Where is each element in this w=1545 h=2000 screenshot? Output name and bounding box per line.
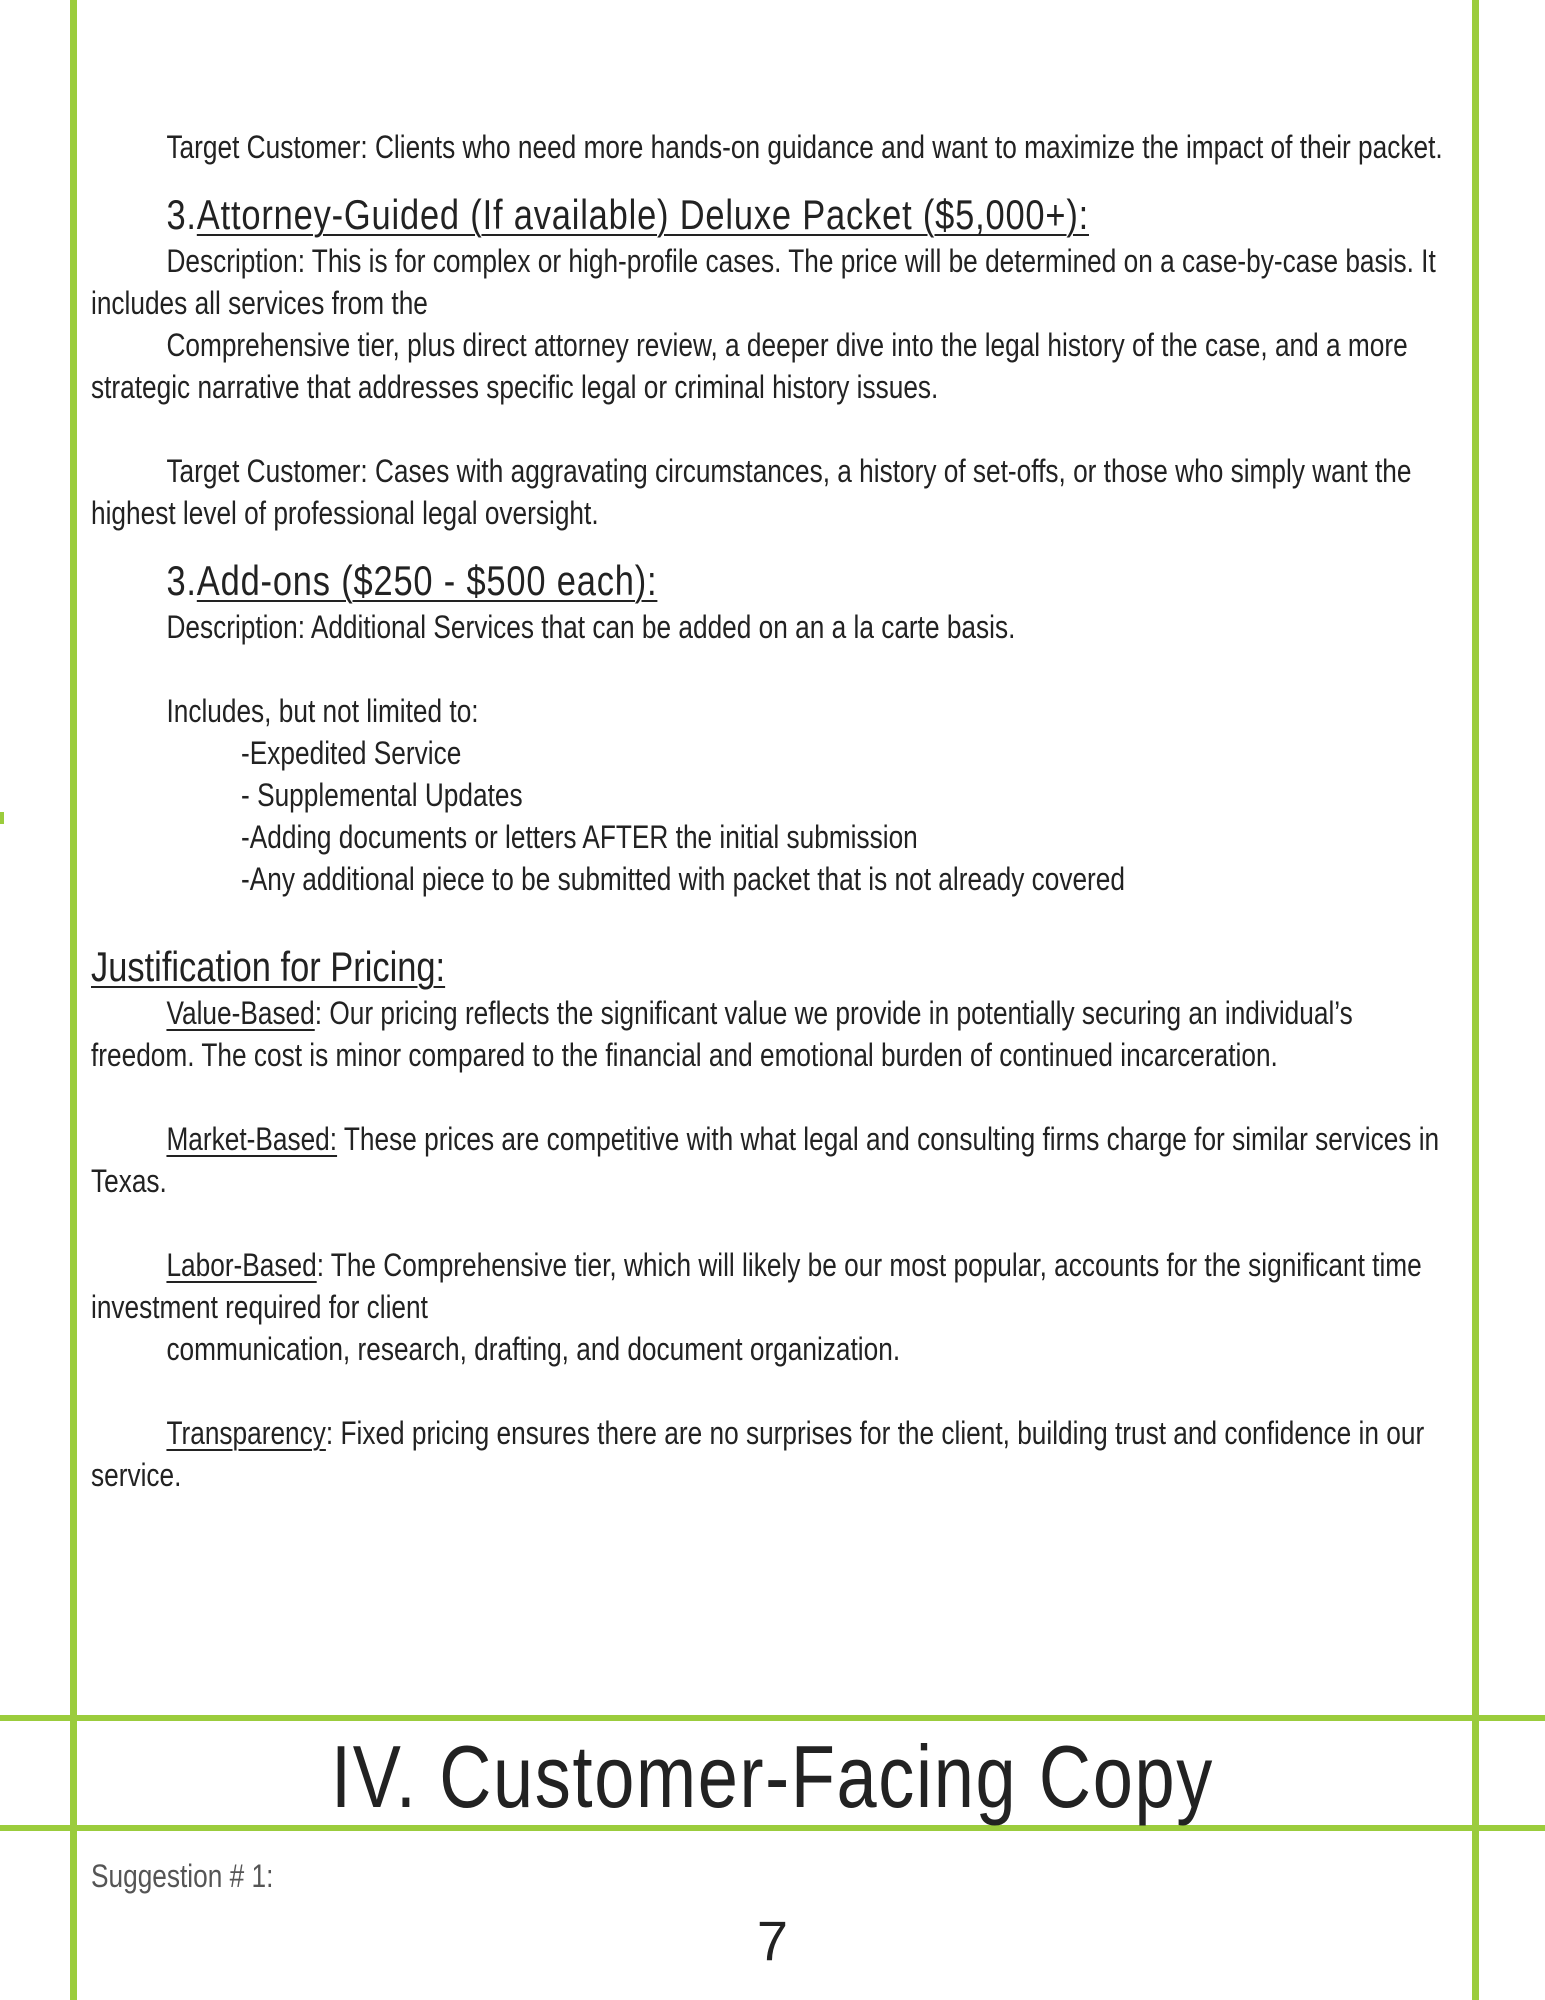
right-border-line [1472, 0, 1479, 2000]
addon-item: -Expedited Service [241, 735, 462, 771]
tier3-description-cont: Comprehensive tier, plus direct attorney review, a deeper dive into the legal history of the case, and a more strategic narrative that addresses specific legal or criminal history issues. [91, 327, 1408, 405]
market-based-text: These prices are competitive with what legal and consulting firms charge for similar services in Texas. [91, 1121, 1440, 1199]
tier3-number: 3. [166, 191, 197, 238]
addons-description: Description: Additional Services that can be added on an a la carte basis. [166, 609, 1016, 645]
page-content [91, 126, 1441, 1496]
labor-based-cont: communication, research, drafting, and document organization. [166, 1331, 901, 1367]
addon-item: -Adding documents or letters AFTER the initial submission [241, 819, 918, 855]
labor-based-paragraph [91, 1244, 1444, 1328]
section-title: IV. Customer-Facing Copy [331, 1727, 1214, 1826]
tier3-description: Description: This is for complex or high-profile cases. The price will be determined on a case-by-case basis. It includes all services from the [91, 243, 1436, 321]
page-number: 7 [756, 1909, 789, 1972]
left-border-line [70, 0, 77, 2000]
tier3-target-customer: Target Customer: Cases with aggravating circumstances, a history of set-offs, or those who simply want the highest level of professional legal oversight. [91, 453, 1412, 531]
labor-based-label: Labor-Based [166, 1247, 317, 1283]
addon-item: - Supplemental Updates [241, 777, 523, 813]
transparency-label: Transparency [166, 1415, 326, 1451]
target-customer-paragraph: Target Customer: Clients who need more hands-on guidance and want to maximize the impact of their packet. [166, 129, 1443, 165]
transparency-paragraph [91, 1412, 1444, 1496]
suggestion-label: Suggestion # 1: [91, 1858, 274, 1894]
addons-includes-label: Includes, but not limited to: [166, 693, 479, 729]
tier3-title: Attorney-Guided (If available) Deluxe Packet ($5,000+): [196, 191, 1090, 238]
value-based-text: : Our pricing reflects the significant value we provide in potentially securing an individual’s freedom. The cost is minor compared to the financial and emotional burden of continued incarceration. [91, 995, 1353, 1073]
addons-heading [91, 556, 1519, 606]
justification-heading [91, 942, 1444, 992]
title-top-line [0, 1715, 1545, 1721]
addons-title: Add-ons ($250 - $500 each): [196, 557, 658, 604]
labor-based-text: : The Comprehensive tier, which will likely be our most popular, accounts for the significant time investment required for client [91, 1247, 1422, 1325]
market-based-paragraph [91, 1118, 1444, 1202]
market-based-label: Market-Based: [166, 1121, 338, 1157]
transparency-text: : Fixed pricing ensures there are no surprises for the client, building trust and confidence in our service. [91, 1415, 1425, 1493]
justification-heading-text: Justification for Pricing: [91, 943, 446, 990]
value-based-label: Value-Based [166, 995, 315, 1031]
addons-number: 3. [166, 557, 197, 604]
margin-tick [0, 812, 4, 824]
tier3-heading [91, 190, 1519, 240]
value-based-paragraph [91, 992, 1444, 1076]
addon-item: -Any additional piece to be submitted with packet that is not already covered [241, 861, 1125, 897]
